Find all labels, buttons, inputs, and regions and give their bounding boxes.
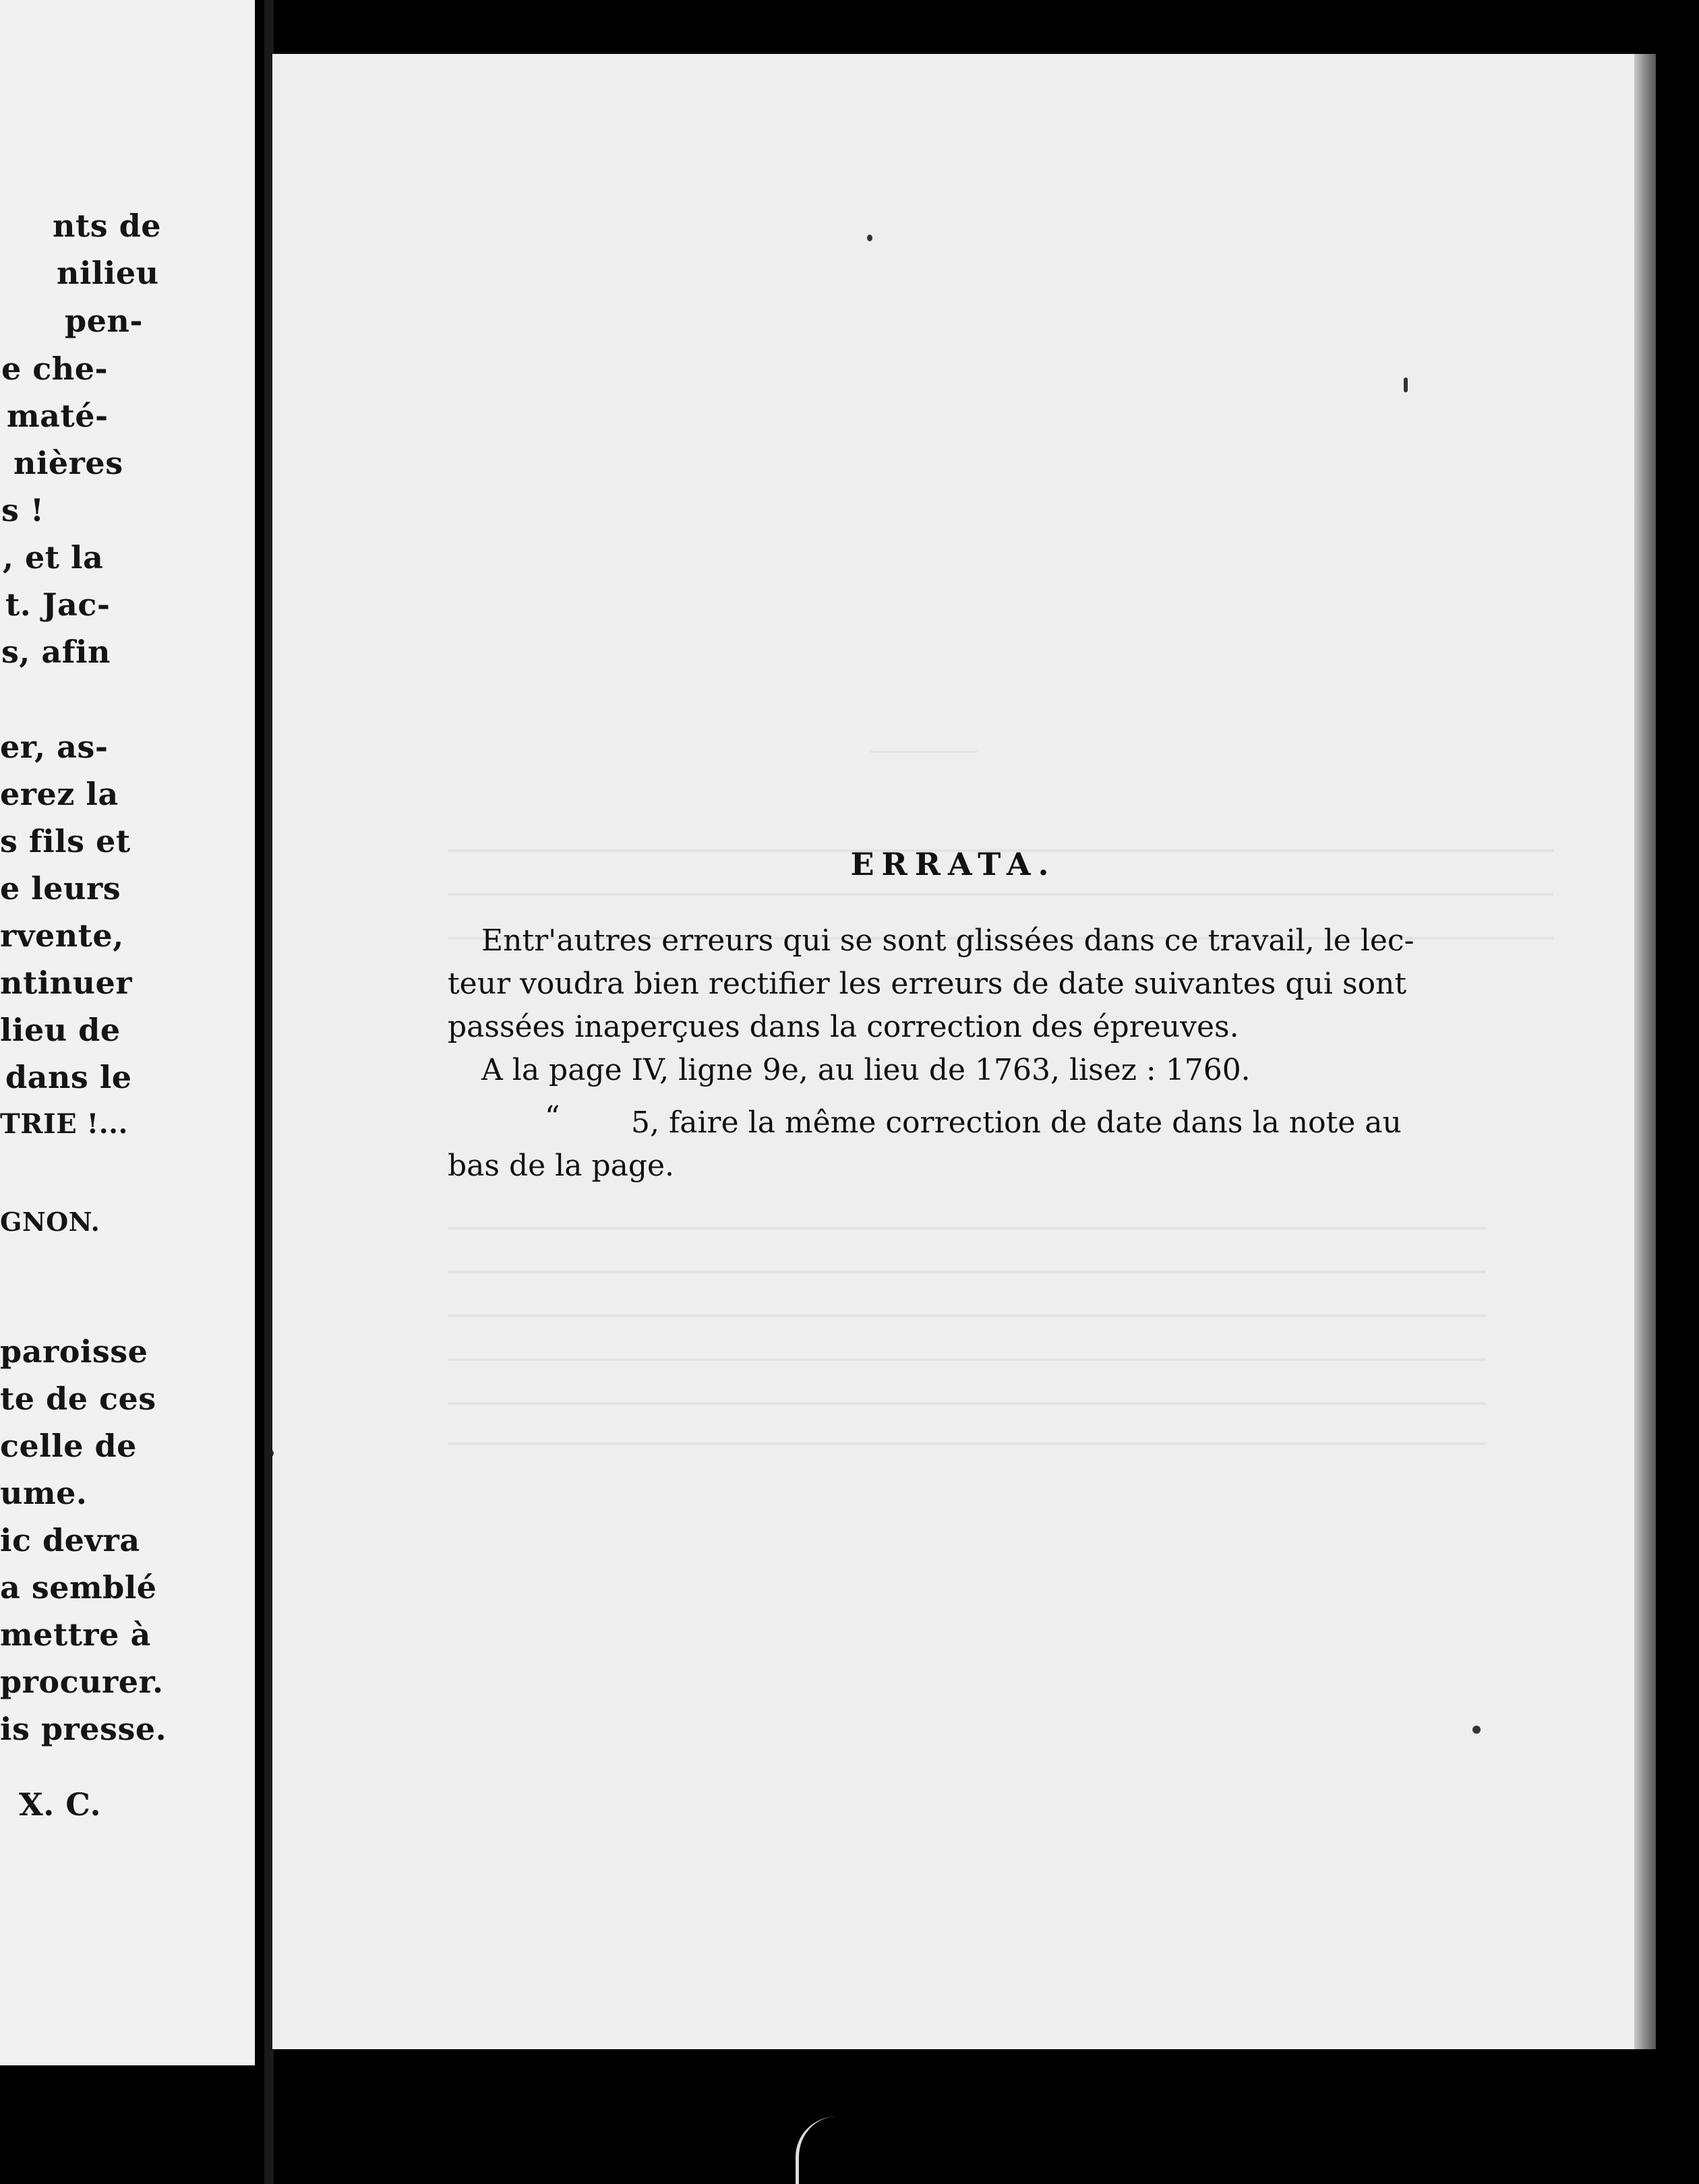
show-through-line [448, 1402, 1486, 1405]
page-edge-shadow [1634, 54, 1656, 2049]
left-page-line: ntinuer [0, 965, 133, 1001]
left-page-line: ic devra [0, 1522, 140, 1558]
errata-correction-line: bas de la page. [448, 1149, 675, 1183]
left-page-line: nilieu [57, 255, 159, 291]
left-page-line: , et la [3, 539, 104, 576]
left-page-line: mettre à [0, 1616, 151, 1653]
show-through-line [448, 1271, 1486, 1273]
left-page-line: t. Jac- [5, 586, 111, 623]
show-through-line [448, 1227, 1486, 1230]
left-page-line: lieu de [0, 1012, 121, 1048]
left-page-line: GNON. [0, 1207, 100, 1237]
errata-text-line: teur voudra bien rectifier les erreurs de date suivantes qui sont [448, 967, 1407, 1001]
scan-border [1656, 61, 1699, 2042]
left-page-line: nières [13, 445, 123, 481]
left-page-line: s ! [1, 492, 44, 528]
show-through-line [448, 893, 1553, 896]
left-page-line: a semblé [0, 1569, 157, 1606]
left-page-line: s fils et [0, 823, 131, 859]
left-page-line: te de ces [0, 1381, 156, 1417]
show-through-rule [870, 751, 978, 753]
book-fold-curve [796, 2117, 846, 2184]
errata-text-line: passées inaperçues dans la correction des épreuves. [448, 1010, 1239, 1044]
show-through-line [448, 1443, 1486, 1445]
left-page-fragment [0, 0, 255, 2065]
scan-speck [1404, 377, 1408, 392]
errata-text-line: Entr'autres erreurs qui se sont glissées dans ce travail, le lec- [481, 923, 1414, 958]
left-page-line: TRIE !... [0, 1108, 128, 1140]
left-page-line: is presse. [0, 1711, 167, 1747]
left-page-line: rvente, [0, 917, 124, 954]
left-page-line: pen- [65, 303, 143, 339]
errata-correction-line: A la page IV, ligne 9e, au lieu de 1763, lisez : 1760. [481, 1053, 1251, 1087]
scan-speck [1472, 1726, 1481, 1734]
scan-speck [272, 1449, 274, 1457]
left-page-line: dans le [5, 1059, 132, 1095]
left-page-line: er, as- [0, 729, 109, 765]
show-through-line [448, 1358, 1486, 1361]
left-page-line: ume. [0, 1475, 88, 1511]
left-page-line: nts de [53, 208, 162, 244]
left-page-line: X. C. [19, 1786, 102, 1823]
left-page-line: erez la [0, 776, 119, 812]
errata-title: ERRATA. [850, 846, 1056, 882]
left-page-line: procurer. [0, 1664, 164, 1700]
left-page-line: paroisse [0, 1333, 148, 1370]
left-page-line: maté- [7, 398, 109, 434]
show-through-line [448, 1314, 1486, 1317]
left-page-line: e che- [1, 351, 109, 387]
errata-page [272, 54, 1634, 2049]
left-page-line: s, afin [1, 634, 111, 670]
left-page-line: celle de [0, 1428, 137, 1464]
left-page-line: e leurs [0, 870, 121, 907]
ditto-mark: “ [545, 1100, 560, 1134]
errata-correction-line: 5, faire la même correction de date dans la note au [631, 1105, 1402, 1140]
scan-speck [867, 235, 872, 241]
